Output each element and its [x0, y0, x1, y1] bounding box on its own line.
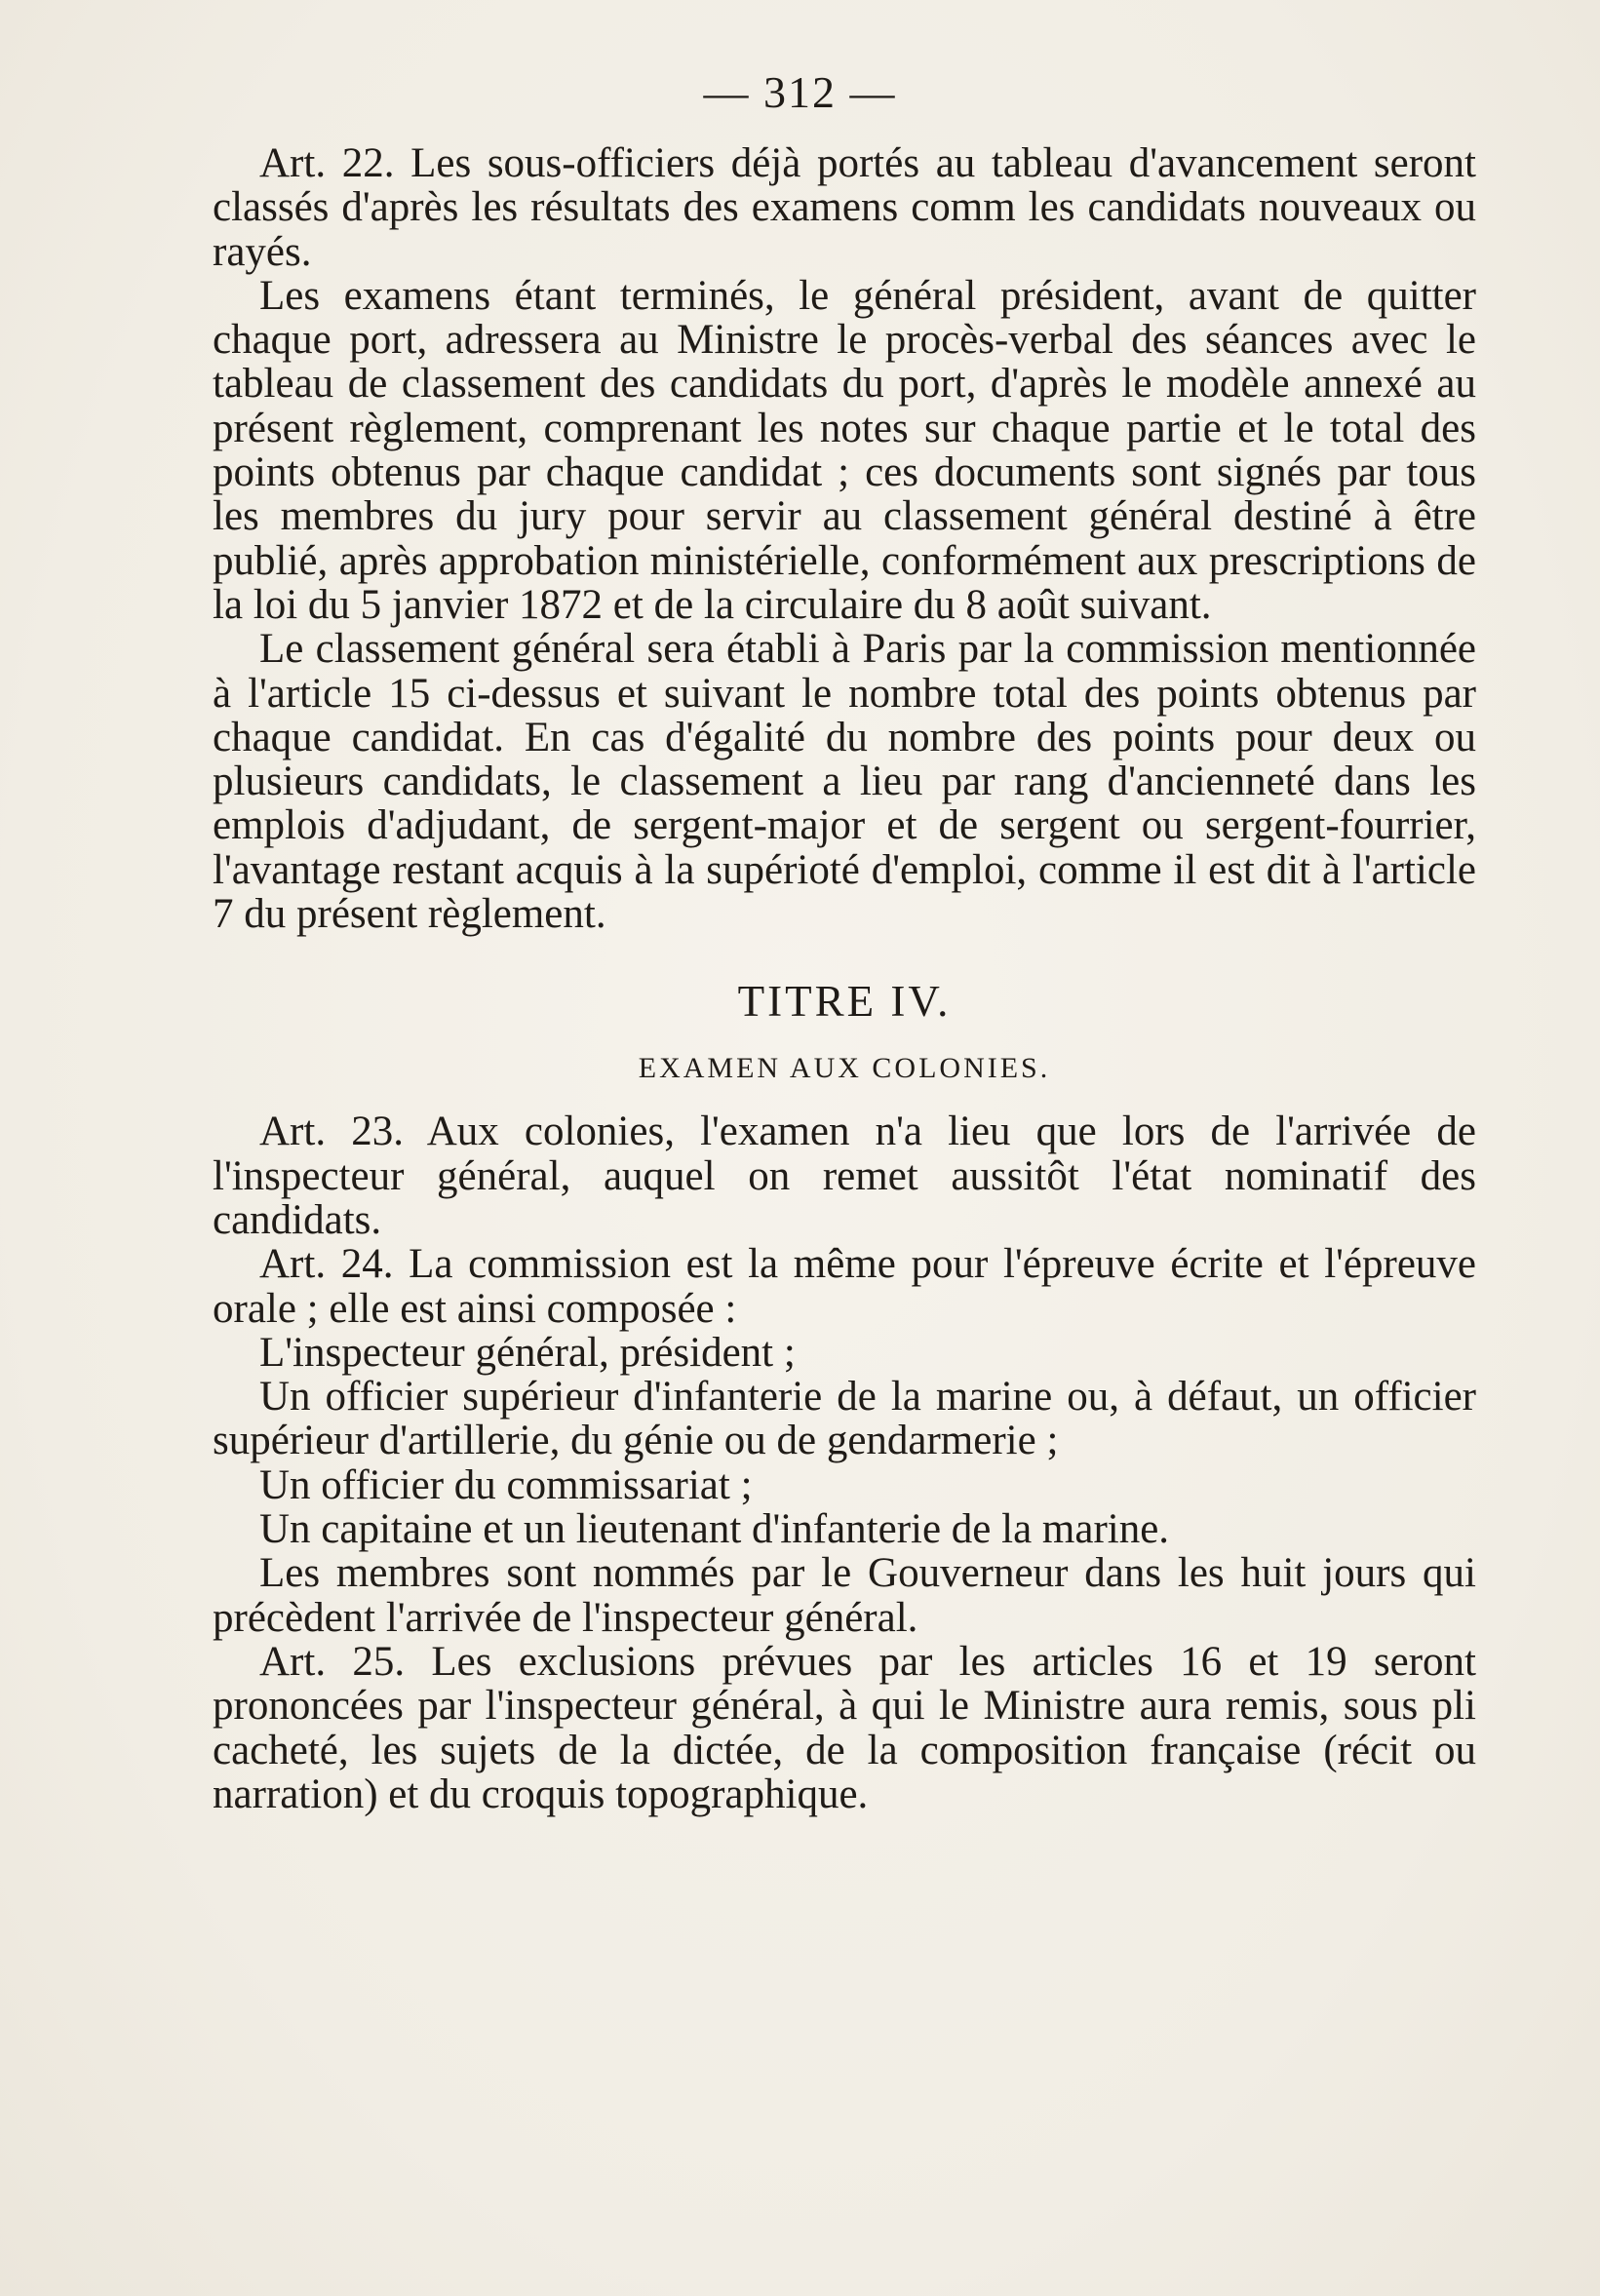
page-body	[213, 141, 1476, 1816]
paragraph-examens-termines: Les examens étant terminés, le général président, avant de quitter chaque port, adressera au Ministre le procès-verbal des séances avec le tableau de classement des candidats du port, d'après le modèle annexé au présent règlement, comprenant les notes sur chaque partie et le total des points obtenus par chaque candidat ; ces documents sont signés par tous les membres du jury pour servir au classement général destiné à être publié, après approbation ministérielle, conformément aux prescriptions de la loi du 5 janvier 1872 et de la circulaire du 8 août suivant.	[213, 272, 1476, 628]
paragraph-membres: Les membres sont nommés par le Gouverneur dans les huit jours qui précèdent l'arrivée de l'inspecteur général.	[213, 1550, 1476, 1641]
paragraph-art-25: Art. 25. Les exclusions prévues par les articles 16 et 19 seront prononcées par l'inspecteur général, à qui le Ministre aura remis, sous pli cacheté, les sujets de la dictée, de la composition française (récit ou narration) et du croquis topographique.	[213, 1638, 1476, 1817]
paragraph-art-23: Art. 23. Aux colonies, l'examen n'a lieu que lors de l'arrivée de l'inspecteur général, auquel on remet aussitôt l'état nominatif des candidats.	[213, 1109, 1476, 1243]
list-item-officier-superieur: Un officier supérieur d'infanterie de la marine ou, à défaut, un officier supérieur d'artillerie, du génie ou de gendarmerie ;	[213, 1374, 1476, 1464]
list-item-capitaine: Un capitaine et un lieutenant d'infanterie de la marine.	[259, 1506, 1170, 1553]
list-item-inspecteur: L'inspecteur général, président ;	[259, 1329, 796, 1376]
page-number: — 312 —	[703, 67, 897, 117]
paragraph-classement-general: Le classement général sera établi à Paris par la commission mentionnée à l'article 15 ci-dessus et suivant le nombre total des points obtenus par chaque candidat. En cas d'égalité du nombre des points pour deux ou plusieurs candidats, le classement a lieu par rang d'ancienneté dans les emplois d'adjudant, de sergent-major et de sergent ou sergent-fourrier, l'avantage restant acquis à la supérioté d'emploi, comme il est dit à l'article 7 du présent règlement.	[213, 626, 1476, 938]
paragraph-art-24: Art. 24. La commission est la même pour l'épreuve écrite et l'épreuve orale ; elle est ainsi composée :	[213, 1241, 1476, 1332]
section-subtitle: EXAMEN AUX COLONIES.	[638, 1052, 1051, 1085]
section-title: TITRE IV.	[737, 977, 952, 1027]
paragraph-art-22: Art. 22. Les sous-officiers déjà portés au tableau d'avancement seront classés d'après les résultats des examens comm les candidats nouveaux ou rayés.	[213, 140, 1476, 275]
list-item-commissariat: Un officier du commissariat ;	[259, 1461, 753, 1508]
